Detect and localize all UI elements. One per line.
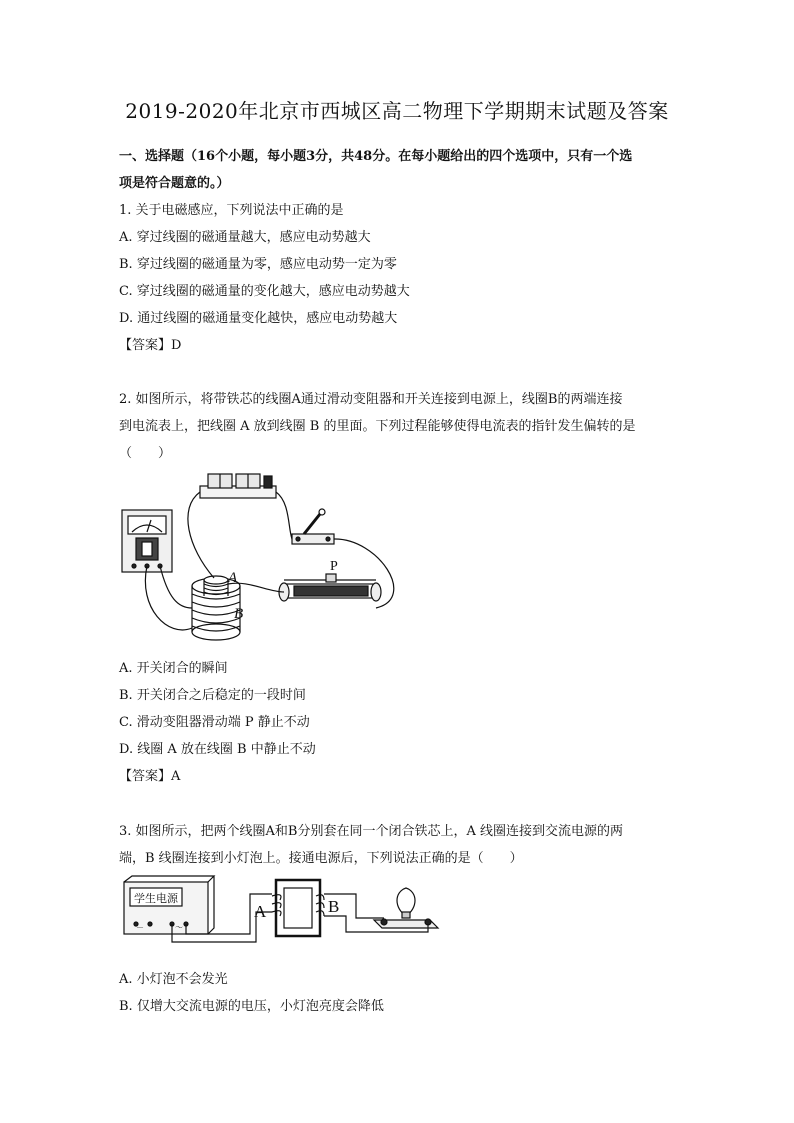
q1-option-b: B. 穿过线圈的磁通量为零，感应电动势一定为零 bbox=[119, 257, 397, 272]
battery-icon bbox=[200, 474, 276, 498]
rheostat-icon bbox=[279, 574, 381, 601]
q1-option-a: A. 穿过线圈的磁通量越大，感应电动势越大 bbox=[119, 230, 371, 245]
switch-icon bbox=[292, 509, 334, 544]
q2-option-a: A. 开关闭合的瞬间 bbox=[119, 661, 228, 676]
svg-text:～: ～ bbox=[175, 923, 183, 932]
q1-answer: 【答案】D bbox=[119, 338, 182, 353]
section-heading-line1: 一、选择题（16个小题，每小题3分，共48分。在每小题给出的四个选项中，只有一个选 bbox=[119, 149, 633, 164]
q2-option-d: D. 线圈 A 放在线圈 B 中静止不动 bbox=[119, 742, 316, 757]
q1-stem: 1. 关于电磁感应，下列说法中正确的是 bbox=[119, 203, 344, 218]
page-title: 2019-2020年北京市西城区高二物理下学期期末试题及答案 bbox=[125, 99, 669, 123]
q2-answer: 【答案】A bbox=[119, 769, 181, 784]
coil-a-label: A bbox=[254, 902, 267, 921]
q2-stem-line1: 2. 如图所示，将带铁芯的线圈A通过滑动变阻器和开关连接到电源上，线圈B的两端连接 bbox=[119, 392, 623, 407]
q3-stem-line2: 端，B 线圈连接到小灯泡上。接通电源后，下列说法正确的是（ ） bbox=[119, 851, 523, 866]
q2-circuit-figure bbox=[118, 468, 408, 646]
q2-option-c: C. 滑动变阻器滑动端 P 静止不动 bbox=[119, 715, 310, 730]
q2-stem-line3: （ ） bbox=[119, 446, 172, 461]
power-supply-label: 学生电源 bbox=[134, 892, 178, 905]
coil-a-label: A bbox=[228, 570, 238, 586]
q3-stem-line1: 3. 如图所示，把两个线圈A和B分别套在同一个闭合铁芯上，A 线圈连接到交流电源的两 bbox=[119, 824, 623, 839]
q1-option-d: D. 通过线圈的磁通量变化越快，感应电动势越大 bbox=[119, 311, 398, 326]
galvanometer-icon bbox=[122, 510, 172, 572]
slider-p-label: P bbox=[330, 559, 338, 574]
q2-stem-line2: 到电流表上，把线圈 A 放到线圈 B 的里面。下列过程能够使得电流表的指针发生偏转的是 bbox=[119, 419, 636, 434]
q2-option-b: B. 开关闭合之后稳定的一段时间 bbox=[119, 688, 306, 703]
q3-transformer-figure bbox=[120, 872, 450, 944]
lamp-icon bbox=[374, 888, 438, 928]
iron-core-icon bbox=[276, 880, 320, 936]
svg-text:－: － bbox=[136, 923, 144, 932]
q1-option-c: C. 穿过线圈的磁通量的变化越大，感应电动势越大 bbox=[119, 284, 410, 299]
coil-b-icon bbox=[192, 578, 240, 640]
section-heading-line2: 项是符合题意的。） bbox=[119, 176, 230, 191]
q3-option-a: A. 小灯泡不会发光 bbox=[119, 972, 228, 987]
q3-option-b: B. 仅增大交流电源的电压，小灯泡亮度会降低 bbox=[119, 999, 384, 1014]
coil-b-label: B bbox=[328, 897, 340, 916]
coil-b-label: B bbox=[234, 606, 244, 622]
